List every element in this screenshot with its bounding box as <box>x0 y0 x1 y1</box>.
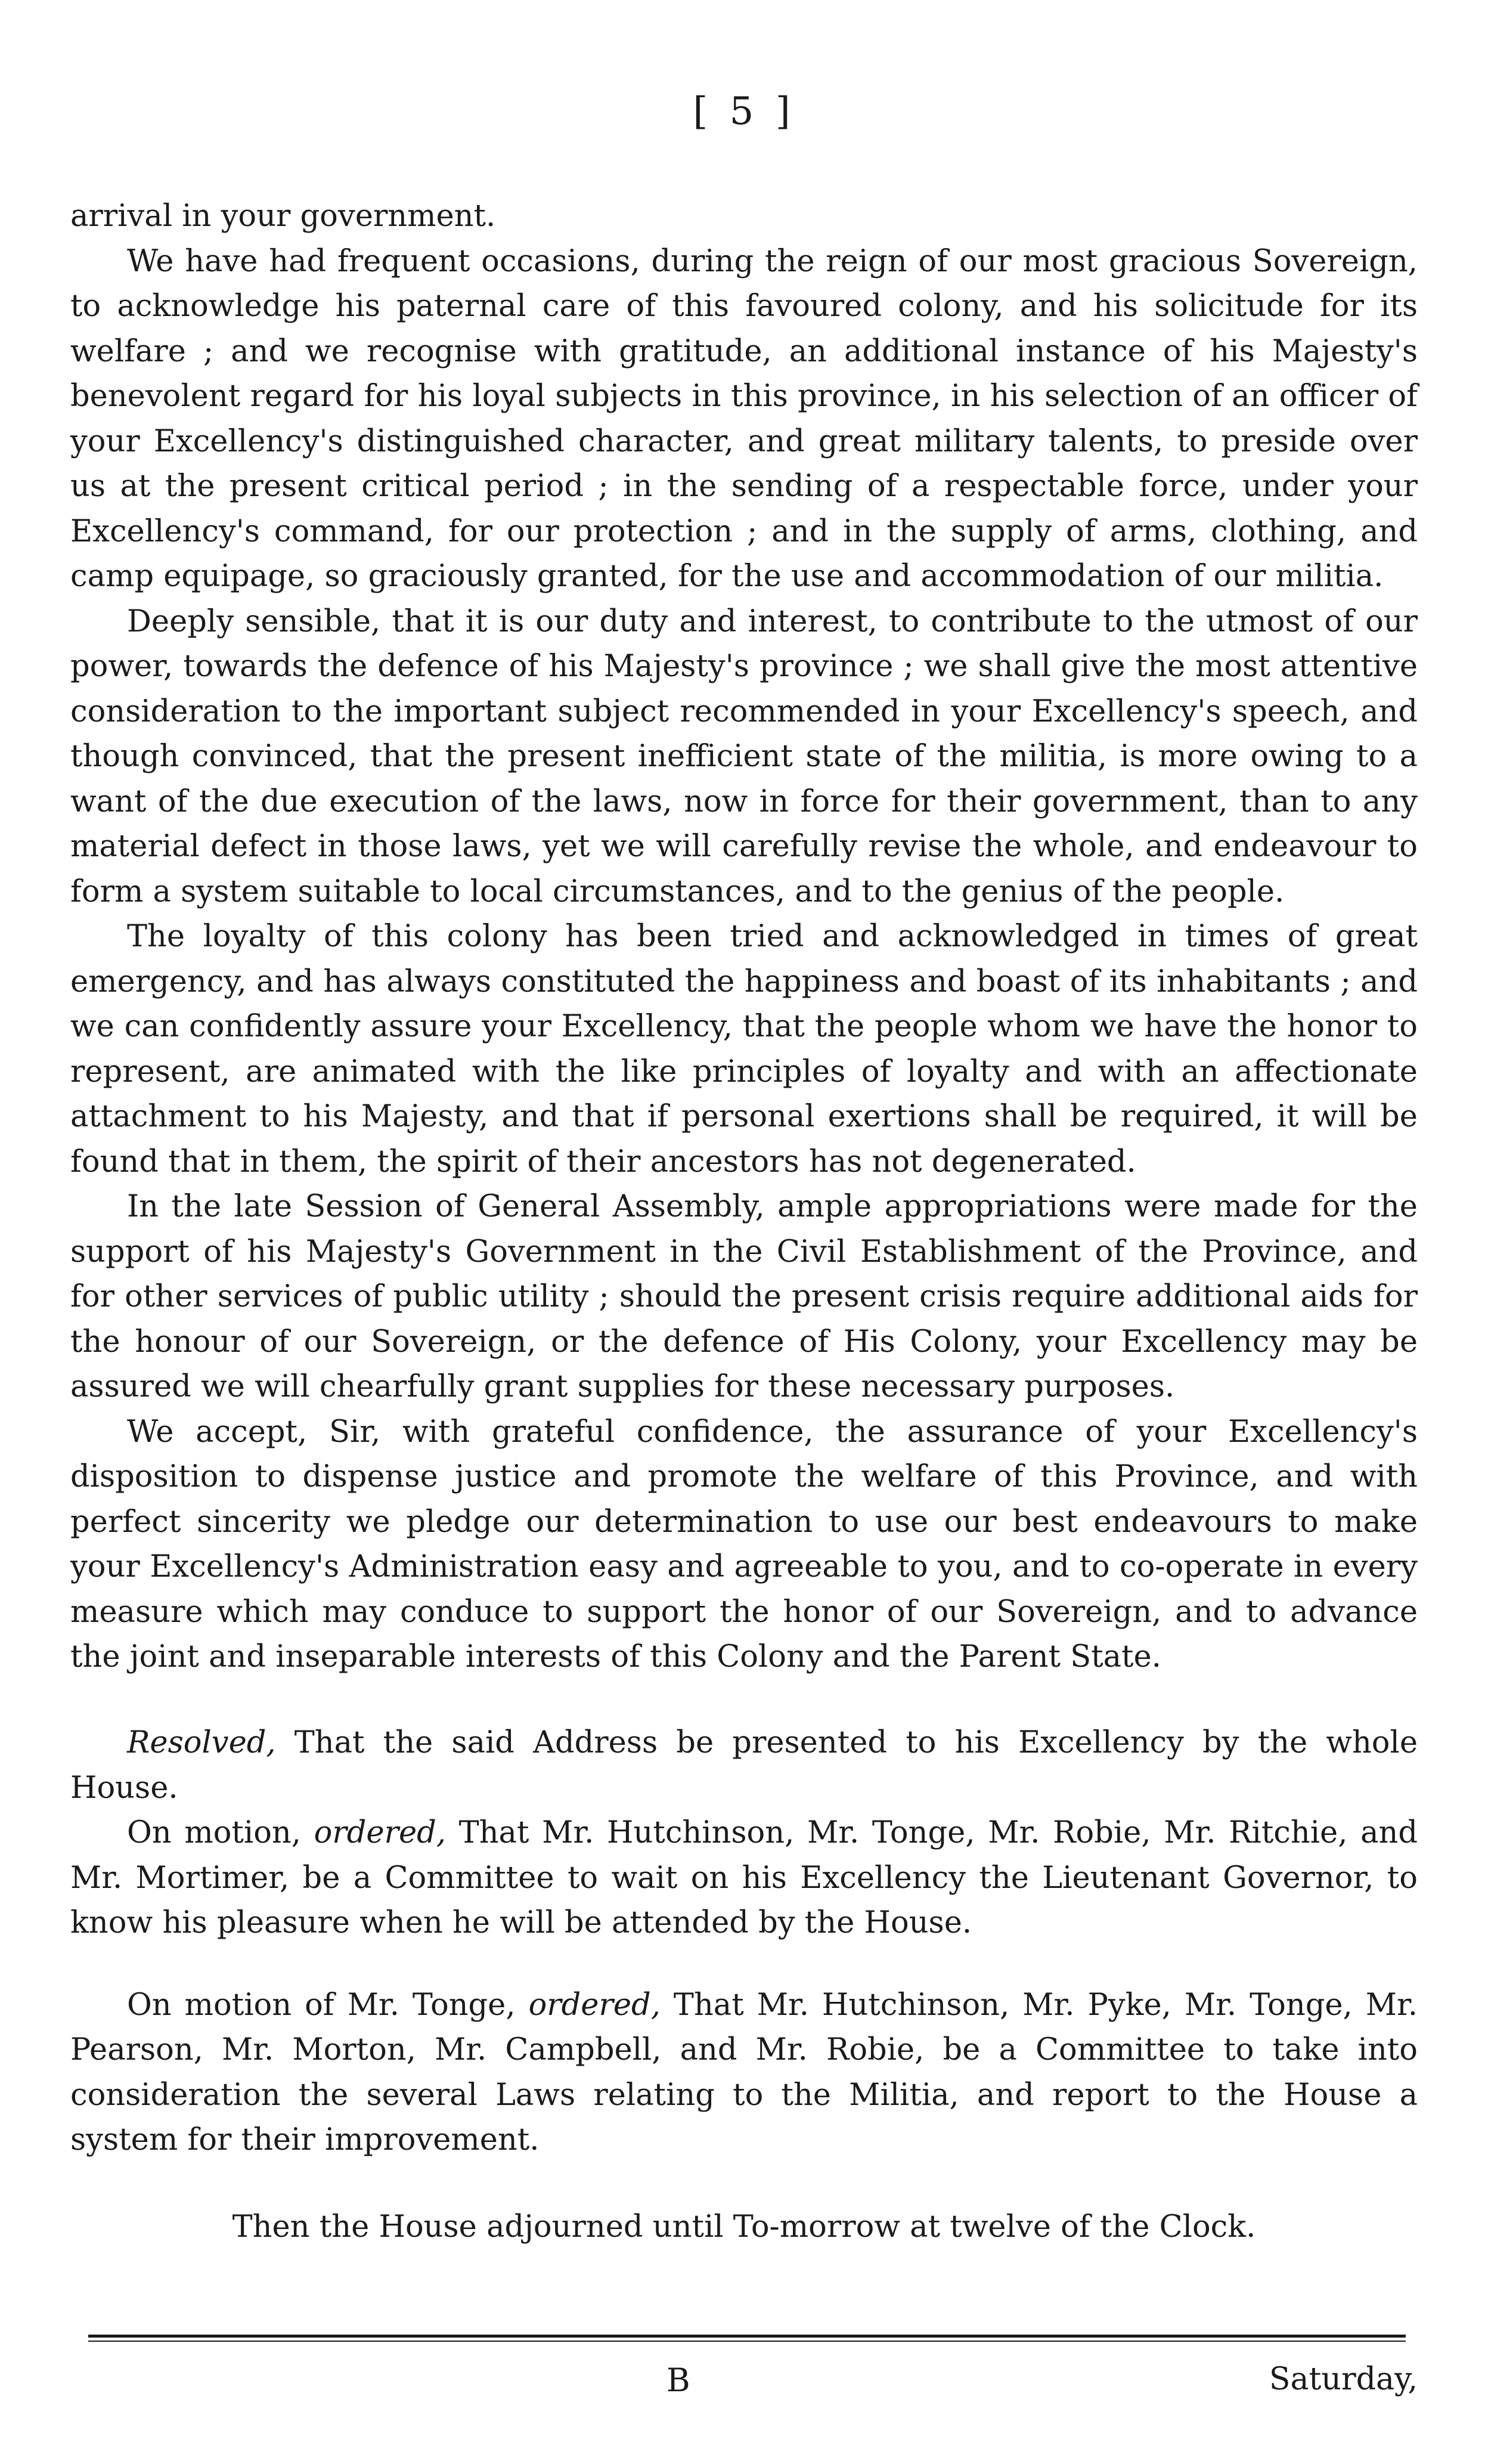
motion-text: That Mr. Hutchinson, Mr. Tonge, Mr. Robie, Mr. Ritchie, and Mr. Mortimer, be a Committee to wait on his Excellency the Lieutenant Governor, to know his pleasure when he will be attended by the House. <box>70 1815 1418 1940</box>
resolutions-section <box>70 1720 1418 2249</box>
motion-text: That Mr. Hutchinson, Mr. Pyke, Mr. Tonge, Mr. Pearson, Mr. Morton, Mr. Campbell, and Mr. Robie, be a Committee to take into consideration the several Laws relating to the Militia, and report to the House a system for their improvement. <box>70 1987 1418 2157</box>
page-number: [ 5 ] <box>693 89 795 134</box>
resolved-label: Resolved, <box>127 1725 276 1760</box>
motion-lead: On motion of Mr. Tonge, <box>127 1987 529 2023</box>
paragraph: The loyalty of this colony has been tried and acknowledged in times of great emergency, and has always constituted the happiness and boast of its inhabitants ; and we can confidently assure your Excellency, that the people whom we have the honor to represent, are animated with the like principles of loyalty and with an affectionate attachment to his Majesty, and that if personal exertions shall be required, it will be found that in them, the spirit of their ancestors has not degenerated. <box>70 919 1418 1180</box>
motion-militia-committee <box>70 1983 1418 2163</box>
footer-rule <box>88 2335 1406 2342</box>
adjournment-line: Then the House adjourned until To-morrow at twelve of the Clock. <box>232 2209 1256 2245</box>
motion-committee-wait <box>70 1810 1418 1946</box>
paragraph: In the late Session of General Assembly, ample appropriations were made for the support of his Majesty's Government in the Civil Establishment of the Province, and for other services of public utility ; should the present crisis require additional aids for the honour of our Sovereign, or the defence of His Colony, your Excellency may be assured we will chearfully grant supplies for these necessary purposes. <box>70 1189 1418 1404</box>
ordered-label: ordered, <box>314 1815 446 1850</box>
paragraph: Deeply sensible, that it is our duty and interest, to contribute to the utmost of our power, towards the defence of his Majesty's province ; we shall give the most attentive consideration to the important subject recommended in your Excellency's speech, and though convinced, that the present inefficient state of the militia, is more owing to a want of the due execution of the laws, now in force for their government, than to any material defect in those laws, yet we will carefully revise the whole, and endeavour to form a system suitable to local circumstances, and to the genius of the people. <box>70 603 1418 909</box>
address-body <box>70 194 1418 1680</box>
paragraph: We have had frequent occasions, during the reign of our most gracious Sovereign, to acknowledge his paternal care of this favoured colony, and his solicitude for its welfare ; and we recognise with gratitude, an additional instance of his Majesty's benevolent regard for his loyal subjects in this province, in his selection of an officer of your Excellency's distinguished character, and great military talents, to preside over us at the present critical period ; in the sending of a respectable force, under your Excellency's command, for our protection ; and in the supply of arms, clothing, and camp equipage, so graciously granted, for the use and accommodation of our militia. <box>70 243 1418 594</box>
ordered-label: ordered, <box>528 1987 661 2023</box>
catchword: Saturday, <box>1269 2361 1418 2397</box>
motion-lead: On motion, <box>127 1815 314 1850</box>
resolution-address <box>70 1720 1418 1810</box>
signature-mark: B <box>666 2361 690 2399</box>
paragraph-continuation: arrival in your government. <box>70 199 496 234</box>
paragraph: We accept, Sir, with grateful confidence, the assurance of your Excellency's disposition to dispense justice and promote the welfare of this Province, and with perfect sincerity we pledge our determination to use our best endeavours to make your Excellency's Administration easy and agreeable to you, and to co-operate in every measure which may conduce to support the honor of our Sovereign, and to advance the joint and inseparable interests of this Colony and the Parent State. <box>70 1414 1418 1674</box>
resolution-text: That the said Address be presented to his Excellency by the whole House. <box>70 1725 1418 1806</box>
